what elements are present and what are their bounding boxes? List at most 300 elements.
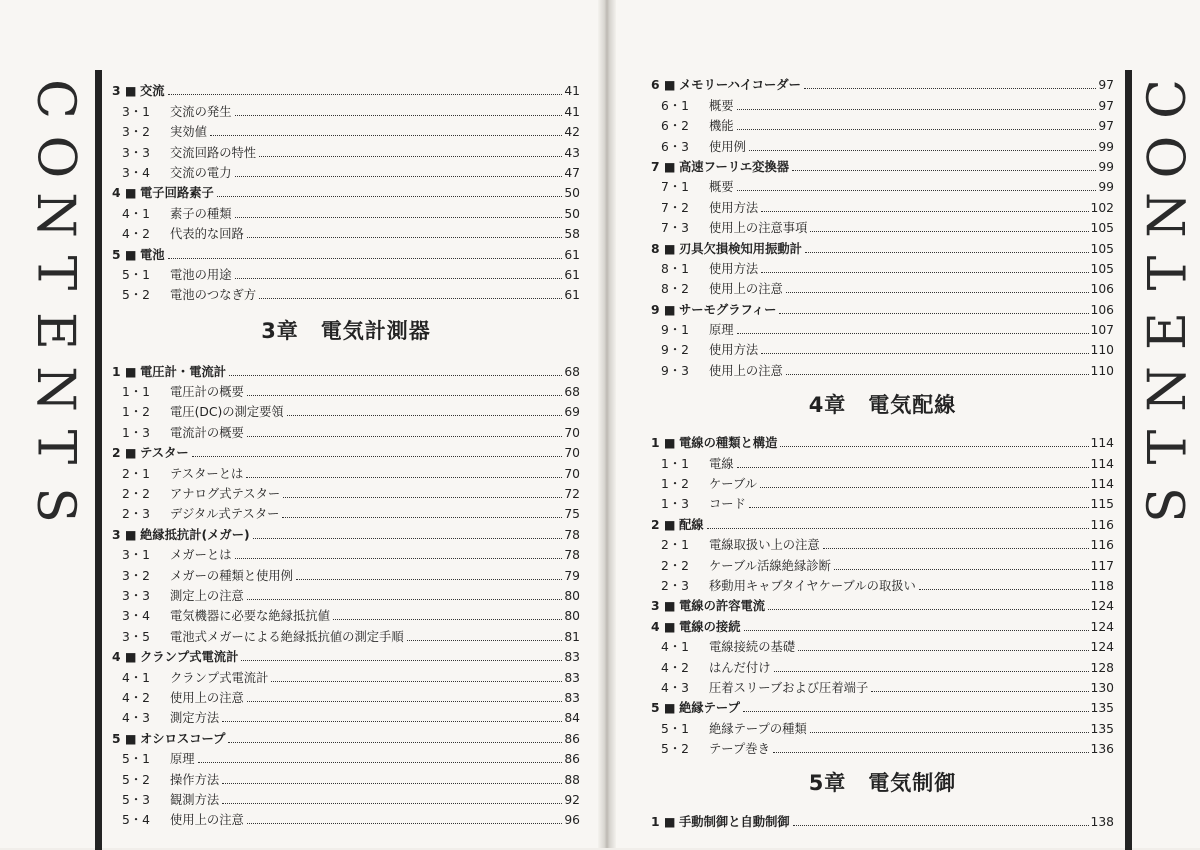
dot-leader: [407, 640, 563, 641]
side-title-glyph: S: [1138, 487, 1198, 523]
entry-title: 絶縁テープ: [679, 701, 740, 716]
entry-title: 操作方法: [170, 772, 220, 787]
entry-number: 9・3: [661, 363, 689, 378]
entry-number: 2・1: [661, 538, 689, 553]
entry-number: 3・2: [122, 125, 150, 140]
entry-number: 3・2: [122, 568, 150, 583]
entry-page-number: 118: [1090, 578, 1114, 593]
entry-number: 1・3: [122, 425, 150, 440]
dot-leader: [217, 196, 563, 197]
entry-page-number: 128: [1090, 660, 1114, 675]
toc-subsection-entry: [651, 736, 1114, 756]
entry-title: 移動用キャブタイヤケーブルの取扱い: [709, 578, 916, 593]
entry-page-number: 124: [1090, 640, 1114, 655]
side-title-glyph: N: [25, 366, 85, 412]
entry-page-number: 97: [1098, 98, 1114, 113]
dot-leader: [798, 650, 1088, 651]
entry-title: 交流の発生: [170, 104, 232, 119]
toc-section-entry: [112, 644, 580, 664]
entry-page-number: 135: [1090, 721, 1114, 736]
entry-page-number: 72: [564, 487, 580, 502]
entry-number: 9・2: [661, 343, 689, 358]
dot-leader: [247, 701, 563, 702]
entry-title: 原理: [170, 752, 195, 767]
side-title-glyph: O: [24, 135, 85, 179]
dot-leader: [810, 231, 1088, 232]
side-title-letter: [25, 186, 85, 244]
entry-title: 原理: [709, 323, 734, 338]
entry-page-number: 78: [564, 527, 580, 542]
entry-page-number: 105: [1090, 221, 1114, 236]
side-title-glyph: S: [25, 487, 85, 523]
entry-number: 5・1: [122, 267, 150, 282]
entry-page-number: 105: [1090, 241, 1114, 256]
entry-page-number: 42: [564, 125, 580, 140]
entry-number: 3・3: [122, 588, 150, 603]
entry-title: 測定方法: [170, 711, 220, 726]
entry-title: 電流計の概要: [170, 425, 244, 440]
entry-page-number: 114: [1090, 436, 1114, 451]
toc-subsection-entry: [651, 276, 1114, 296]
entry-title: 電線: [709, 456, 734, 471]
dot-leader: [871, 691, 1088, 692]
entry-title: オシロスコープ: [140, 731, 226, 746]
side-title-glyph: E: [25, 312, 85, 350]
entry-number: 4・1: [122, 670, 150, 685]
toc-subsection-entry: [112, 481, 580, 501]
entry-page-number: 50: [564, 206, 580, 221]
entry-number: 1・3: [661, 497, 689, 512]
toc-subsection-entry: [651, 113, 1114, 133]
entry-title: メガーとは: [170, 548, 232, 563]
toc-subsection-entry: [112, 379, 580, 399]
entry-title: コード: [709, 497, 746, 512]
side-title-glyph: O: [1137, 135, 1198, 179]
entry-number: 4・2: [122, 690, 150, 705]
entry-number: 1・2: [122, 405, 150, 420]
toc-subsection-entry: [112, 746, 580, 766]
entry-page-number: 106: [1090, 282, 1114, 297]
dot-leader: [761, 211, 1088, 212]
dot-leader: [773, 752, 1089, 753]
dot-leader: [737, 129, 1097, 130]
side-title-glyph: T: [1138, 429, 1198, 465]
toc-section-entry: [651, 430, 1114, 450]
entry-number: 2・2: [661, 558, 689, 573]
toc-subsection-entry: [112, 139, 580, 159]
entry-title: 絶縁テープの種類: [709, 721, 807, 736]
entry-title: テープ巻き: [709, 742, 770, 757]
entry-title: 機能: [709, 119, 734, 134]
toc-subsection-entry: [112, 119, 580, 139]
side-title-glyph: N: [1138, 192, 1198, 238]
toc-section-entry: [651, 613, 1114, 633]
toc-subsection-entry: [112, 623, 580, 643]
entry-number: 1 ■: [651, 814, 676, 829]
entry-page-number: 97: [1098, 78, 1114, 93]
entry-title: テスターとは: [170, 466, 244, 481]
dot-leader: [271, 681, 562, 682]
entry-page-number: 114: [1090, 456, 1114, 471]
side-title-glyph: T: [1138, 255, 1198, 291]
dot-leader: [222, 803, 562, 804]
entry-title: アナログ式テスター: [170, 487, 281, 502]
entry-number: 5 ■: [651, 701, 676, 716]
toc-subsection-entry: [651, 573, 1114, 593]
entry-title: テスター: [140, 446, 189, 461]
entry-number: 3・1: [122, 548, 150, 563]
entry-title: 手動制御と自動制御: [679, 814, 790, 829]
entry-number: 3 ■: [112, 84, 137, 99]
entry-number: 6・1: [661, 98, 689, 113]
entry-page-number: 70: [564, 466, 580, 481]
entry-page-number: 124: [1090, 619, 1114, 634]
toc-subsection-entry: [112, 460, 580, 480]
side-title-glyph: E: [1138, 312, 1198, 350]
toc-section-entry: [112, 358, 580, 378]
entry-page-number: 80: [564, 609, 580, 624]
side-title-letter: [25, 418, 85, 476]
entry-page-number: 58: [564, 227, 580, 242]
chapter-heading: 4章 電気配線: [808, 392, 957, 417]
dot-leader: [247, 436, 563, 437]
entry-number: 3・4: [122, 609, 150, 624]
entry-page-number: 41: [564, 84, 580, 99]
dot-leader: [222, 783, 562, 784]
entry-page-number: 107: [1090, 323, 1114, 338]
entry-number: 5 ■: [112, 247, 137, 262]
entry-title: 電線接続の基礎: [709, 640, 796, 655]
entry-page-number: 68: [564, 385, 580, 400]
chapter-heading: 5章 電気制御: [808, 771, 957, 796]
toc-subsection-entry: [112, 685, 580, 705]
dot-leader: [919, 589, 1089, 590]
toc-subsection-entry: [112, 200, 580, 220]
side-title-letter: [25, 360, 85, 418]
entry-number: 2・2: [122, 487, 150, 502]
entry-title: 使用方法: [709, 261, 759, 276]
entry-title: 電池: [140, 247, 165, 262]
entry-number: 1・1: [661, 456, 689, 471]
dot-leader: [834, 569, 1089, 570]
entry-page-number: 68: [564, 364, 580, 379]
dot-leader: [235, 217, 563, 218]
toc-subsection-entry: [651, 174, 1114, 194]
dot-leader: [283, 497, 562, 498]
entry-title: 電線の接続: [679, 619, 741, 634]
entry-title: 測定上の注意: [170, 588, 244, 603]
entry-page-number: 70: [564, 425, 580, 440]
dot-leader: [823, 548, 1089, 549]
dot-leader: [743, 711, 1089, 712]
entry-title: メガーの種類と使用例: [170, 568, 293, 583]
entry-title: ケーブル: [709, 477, 758, 492]
entry-page-number: 83: [564, 690, 580, 705]
toc-right-column: [651, 72, 1114, 829]
entry-title: 交流の電力: [170, 165, 232, 180]
toc-subsection-entry: [651, 675, 1114, 695]
entry-number: 8・2: [661, 282, 689, 297]
book-gutter: [598, 0, 616, 848]
entry-number: 5・3: [122, 792, 150, 807]
toc-section-entry: [651, 593, 1114, 613]
entry-number: 2・1: [122, 466, 150, 481]
chapter-heading: 3章 電気計測器: [261, 319, 431, 344]
entry-number: 6・3: [661, 139, 689, 154]
dot-leader: [296, 579, 562, 580]
side-title-glyph: N: [25, 192, 85, 238]
entry-number: 5・2: [661, 742, 689, 757]
entry-number: 5・1: [122, 752, 150, 767]
dot-leader: [229, 375, 562, 376]
entry-number: 7・1: [661, 180, 689, 195]
entry-number: 2 ■: [651, 517, 676, 532]
entry-number: 5・4: [122, 813, 150, 828]
toc-subsection-entry: [112, 705, 580, 725]
entry-number: 2・3: [661, 578, 689, 593]
toc-subsection-entry: [651, 337, 1114, 357]
entry-title: デジタル式テスター: [170, 507, 280, 522]
entry-page-number: 81: [564, 629, 580, 644]
entry-page-number: 78: [564, 548, 580, 563]
entry-page-number: 138: [1090, 814, 1114, 829]
entry-number: 3・5: [122, 629, 150, 644]
dot-leader: [737, 109, 1097, 110]
toc-subsection-entry: [112, 221, 580, 241]
toc-section-entry: [651, 296, 1114, 316]
toc-left-column: [112, 78, 580, 827]
dot-leader: [786, 374, 1089, 375]
left-margin-bar: [95, 70, 102, 850]
dot-leader: [804, 88, 1096, 89]
entry-page-number: 115: [1090, 497, 1114, 512]
toc-subsection-entry: [112, 664, 580, 684]
side-title-letter: [1138, 302, 1198, 360]
dot-leader: [235, 115, 563, 116]
entry-number: 7・3: [661, 221, 689, 236]
entry-page-number: 92: [564, 792, 580, 807]
side-title-letter: [1137, 128, 1198, 186]
entry-page-number: 130: [1090, 680, 1114, 695]
dot-leader: [247, 237, 563, 238]
dot-leader: [780, 446, 1088, 447]
entry-number: 5 ■: [112, 731, 137, 746]
entry-page-number: 61: [564, 267, 580, 282]
toc-subsection-entry: [112, 262, 580, 282]
entry-title: 電圧計の概要: [170, 385, 244, 400]
entry-title: 交流: [140, 84, 165, 99]
entry-number: 3 ■: [651, 599, 676, 614]
toc-subsection-entry: [651, 532, 1114, 552]
entry-number: 9 ■: [651, 302, 676, 317]
side-title-letter: [24, 128, 85, 186]
entry-title: 刃具欠損検知用振動計: [679, 241, 802, 256]
dot-leader: [253, 538, 563, 539]
dot-leader: [749, 150, 1096, 151]
entry-title: クランプ式電流計: [140, 650, 239, 665]
dot-leader: [259, 298, 562, 299]
entry-number: 8 ■: [651, 241, 676, 256]
side-title-glyph: C: [1137, 79, 1198, 119]
dot-leader: [235, 176, 563, 177]
entry-page-number: 116: [1090, 538, 1114, 553]
dot-leader: [749, 507, 1089, 508]
entry-number: 8・1: [661, 261, 689, 276]
entry-title: 素子の種類: [170, 206, 232, 221]
dot-leader: [222, 721, 562, 722]
toc-subsection-entry: [112, 501, 580, 521]
entry-page-number: 69: [564, 405, 580, 420]
entry-page-number: 50: [564, 186, 580, 201]
toc-section-entry: [112, 180, 580, 200]
entry-title: 電圧(DC)の測定要領: [170, 405, 284, 420]
toc-section-entry: [112, 241, 580, 261]
dot-leader: [760, 487, 1088, 488]
entry-number: 2 ■: [112, 446, 137, 461]
toc-subsection-entry: [112, 603, 580, 623]
entry-page-number: 86: [564, 731, 580, 746]
entry-page-number: 61: [564, 288, 580, 303]
entry-title: 使用上の注意: [709, 363, 783, 378]
toc-subsection-entry: [112, 583, 580, 603]
entry-title: 観測方法: [170, 792, 220, 807]
entry-number: 6 ■: [651, 78, 676, 93]
side-title-letter: [25, 476, 85, 534]
entry-number: 2・3: [122, 507, 150, 522]
entry-number: 5・2: [122, 288, 150, 303]
entry-title: メモリーハイコーダー: [679, 78, 801, 93]
dot-leader: [737, 467, 1089, 468]
toc-subsection-entry: [112, 419, 580, 439]
dot-leader: [707, 528, 1089, 529]
toc-subsection-entry: [651, 215, 1114, 235]
entry-number: 4・2: [661, 660, 689, 675]
entry-title: 概要: [709, 180, 734, 195]
side-title-glyph: N: [1138, 366, 1198, 412]
entry-number: 1・2: [661, 477, 689, 492]
dot-leader: [282, 517, 562, 518]
entry-page-number: 97: [1098, 119, 1114, 134]
entry-title: ケーブル活線絶縁診断: [709, 558, 831, 573]
entry-page-number: 84: [564, 711, 580, 726]
toc-subsection-entry: [112, 807, 580, 827]
dot-leader: [259, 156, 562, 157]
entry-page-number: 105: [1090, 261, 1114, 276]
entry-number: 4・3: [122, 711, 150, 726]
entry-page-number: 41: [564, 104, 580, 119]
toc-subsection-entry: [651, 654, 1114, 674]
toc-section-entry: [112, 725, 580, 745]
entry-title: 電線の許容電流: [679, 599, 766, 614]
dot-leader: [168, 258, 563, 259]
toc-subsection-entry: [112, 562, 580, 582]
toc-subsection-entry: [112, 766, 580, 786]
entry-title: 絶縁抵抗計(メガー): [140, 527, 250, 542]
toc-subsection-entry: [112, 787, 580, 807]
dot-leader: [228, 742, 562, 743]
entry-page-number: 86: [564, 752, 580, 767]
contents-side-title-right: [1138, 70, 1198, 534]
toc-section-entry: [651, 695, 1114, 715]
side-title-glyph: T: [25, 429, 85, 465]
entry-page-number: 99: [1098, 159, 1114, 174]
entry-number: 9・1: [661, 323, 689, 338]
entry-number: 3 ■: [112, 527, 137, 542]
toc-subsection-entry: [112, 542, 580, 562]
entry-title: 使用上の注意: [709, 282, 783, 297]
side-title-letter: [1138, 418, 1198, 476]
side-title-letter: [1138, 476, 1198, 534]
entry-number: 4・1: [122, 206, 150, 221]
entry-title: 電池式メガーによる絶縁抵抗値の測定手順: [170, 629, 404, 644]
side-title-letter: [25, 302, 85, 360]
toc-subsection-entry: [651, 317, 1114, 337]
entry-title: 配線: [679, 517, 704, 532]
side-title-glyph: T: [25, 255, 85, 291]
toc-subsection-entry: [651, 357, 1114, 377]
dot-leader: [792, 170, 1096, 171]
entry-number: 4 ■: [112, 186, 137, 201]
entry-title: 概要: [709, 98, 734, 113]
toc-subsection-entry: [112, 160, 580, 180]
entry-page-number: 43: [564, 145, 580, 160]
entry-number: 4・1: [661, 640, 689, 655]
entry-number: 4・2: [122, 227, 150, 242]
entry-page-number: 114: [1090, 477, 1114, 492]
entry-page-number: 88: [564, 772, 580, 787]
entry-number: 7・2: [661, 200, 689, 215]
entry-page-number: 80: [564, 588, 580, 603]
entry-page-number: 136: [1090, 742, 1114, 757]
entry-page-number: 47: [564, 165, 580, 180]
dot-leader: [241, 660, 562, 661]
entry-title: 電池のつなぎ方: [170, 288, 257, 303]
toc-subsection-entry: [651, 715, 1114, 735]
dot-leader: [761, 272, 1088, 273]
dot-leader: [333, 619, 562, 620]
entry-number: 1 ■: [651, 436, 676, 451]
dot-leader: [737, 333, 1089, 334]
toc-subsection-entry: [651, 256, 1114, 276]
dot-leader: [774, 671, 1089, 672]
dot-leader: [793, 825, 1089, 826]
entry-title: 電線取扱い上の注意: [709, 538, 820, 553]
entry-number: 1 ■: [112, 364, 137, 379]
entry-number: 3・4: [122, 165, 150, 180]
dot-leader: [810, 732, 1089, 733]
toc-subsection-entry: [112, 282, 580, 302]
entry-title: サーモグラフィー: [679, 302, 777, 317]
dot-leader: [805, 252, 1089, 253]
entry-page-number: 83: [564, 650, 580, 665]
entry-title: 使用上の注意: [170, 690, 244, 705]
dot-leader: [768, 609, 1088, 610]
side-title-letter: [1138, 244, 1198, 302]
entry-number: 6・2: [661, 119, 689, 134]
dot-leader: [779, 313, 1088, 314]
entry-number: 4・3: [661, 680, 689, 695]
entry-title: 使用上の注意: [170, 813, 244, 828]
entry-number: 3・3: [122, 145, 150, 160]
dot-leader: [737, 190, 1097, 191]
dot-leader: [247, 823, 563, 824]
toc-section-entry: [112, 78, 580, 98]
entry-page-number: 102: [1090, 200, 1114, 215]
dot-leader: [192, 456, 563, 457]
entry-title: 電子回路素子: [140, 186, 214, 201]
entry-title: 電圧計・電流計: [140, 364, 227, 379]
entry-title: 電池の用途: [170, 267, 232, 282]
